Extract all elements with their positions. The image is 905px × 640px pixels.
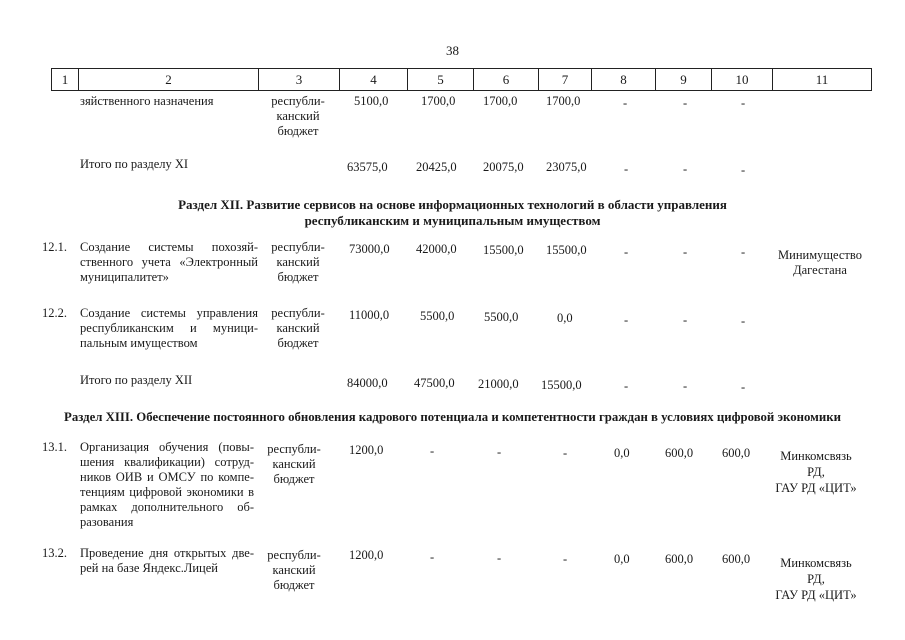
row-source: республи- канский бюджет bbox=[267, 442, 321, 486]
cell-c4: 1200,0 bbox=[349, 443, 384, 457]
cell-c6: 20075,0 bbox=[483, 160, 524, 174]
cell-c8: - bbox=[624, 313, 629, 327]
cell-c8: - bbox=[624, 245, 629, 259]
cell-c9: 600,0 bbox=[665, 446, 694, 460]
header-col-11: 11 bbox=[815, 72, 829, 87]
row-desc: зяйственного назначения bbox=[80, 94, 214, 108]
cell-c10: - bbox=[741, 96, 746, 110]
section-title: Раздел XII. Развитие сервисов на основе информационных технологий в области управления bbox=[178, 197, 727, 212]
row-executor: Минкомсвязь РД, ГАУ РД «ЦИТ» bbox=[775, 556, 857, 602]
row-number: 12.2. bbox=[42, 306, 67, 320]
table-header-row bbox=[51, 68, 872, 91]
page-number: 38 bbox=[446, 43, 459, 58]
cell-c5: 20425,0 bbox=[416, 160, 457, 174]
row-source: республи- канский бюджет bbox=[267, 548, 321, 592]
cell-c5: 47500,0 bbox=[414, 376, 455, 390]
cell-c10: - bbox=[741, 380, 746, 394]
row-number: 13.1. bbox=[42, 440, 67, 454]
row-number: 13.2. bbox=[42, 546, 67, 560]
cell-c8: - bbox=[624, 379, 629, 393]
cell-c6: 5500,0 bbox=[484, 310, 519, 324]
header-col-1: 1 bbox=[52, 69, 79, 90]
cell-c7: 23075,0 bbox=[546, 160, 587, 174]
header-col-4: 4 bbox=[340, 69, 408, 90]
cell-c9: - bbox=[683, 162, 688, 176]
cell-c4: 5100,0 bbox=[354, 94, 389, 108]
row-desc: Создание системы похозяй-ственного учета «Электронный муниципалитет» bbox=[80, 240, 258, 284]
section-title: Раздел XIII. Обеспечение постоянного обновления кадрового потенциала и компетентности граждан в условиях цифровой экономики bbox=[64, 410, 841, 424]
header-col-2: 2 bbox=[79, 69, 259, 90]
cell-c6: 21000,0 bbox=[478, 377, 519, 391]
header-col-5: 5 bbox=[408, 69, 474, 90]
cell-c4: 73000,0 bbox=[349, 242, 390, 256]
cell-c4: 63575,0 bbox=[347, 160, 388, 174]
cell-c7: 1700,0 bbox=[546, 94, 581, 108]
cell-c9: - bbox=[683, 313, 688, 327]
cell-c10: - bbox=[741, 245, 746, 259]
cell-c7: - bbox=[563, 552, 568, 566]
header-col-9: 9 bbox=[656, 69, 712, 90]
cell-c4: 84000,0 bbox=[347, 376, 388, 390]
cell-c9: - bbox=[683, 245, 688, 259]
row-number: 12.1. bbox=[42, 240, 67, 254]
total-label: Итого по разделу XII bbox=[80, 373, 193, 387]
cell-c6: 15500,0 bbox=[483, 243, 524, 257]
cell-c6: - bbox=[497, 551, 502, 565]
header-col-10: 10 bbox=[712, 69, 773, 90]
row-executor: Минкомсвязь РД, ГАУ РД «ЦИТ» bbox=[775, 449, 857, 495]
cell-c10: 600,0 bbox=[722, 552, 751, 566]
cell-c10: 600,0 bbox=[722, 446, 751, 460]
row-source: республи- канский бюджет bbox=[271, 240, 325, 284]
row-desc: Создание системы управления республиканским и муници-пальным имуществом bbox=[80, 306, 258, 350]
cell-c4: 1200,0 bbox=[349, 548, 384, 562]
section-title: республиканским и муниципальным имуществом bbox=[304, 213, 601, 228]
header-col-6: 6 bbox=[474, 69, 539, 90]
row-desc: Проведение дня открытых две-рей на базе Яндекс.Лицей bbox=[80, 546, 254, 575]
cell-c6: - bbox=[497, 445, 502, 459]
cell-c9: - bbox=[683, 379, 688, 393]
cell-c10: - bbox=[741, 163, 746, 177]
cell-c5: 42000,0 bbox=[416, 242, 457, 256]
header-col-3: 3 bbox=[259, 69, 340, 90]
cell-c7: 15500,0 bbox=[546, 243, 587, 257]
cell-c7: 0,0 bbox=[557, 311, 573, 325]
row-source: республи- канский бюджет bbox=[271, 94, 325, 138]
cell-c8: 0,0 bbox=[614, 446, 630, 460]
cell-c9: - bbox=[683, 96, 688, 110]
total-label: Итого по разделу XI bbox=[80, 157, 189, 171]
cell-c10: - bbox=[741, 314, 746, 328]
cell-c8: - bbox=[624, 162, 629, 176]
cell-c4: 11000,0 bbox=[349, 308, 390, 322]
cell-c7: - bbox=[563, 446, 568, 460]
cell-c8: 0,0 bbox=[614, 552, 630, 566]
cell-c5: - bbox=[430, 550, 435, 564]
header-col-8: 8 bbox=[592, 69, 656, 90]
cell-c5: 1700,0 bbox=[421, 94, 456, 108]
row-desc: Организация обучения (повы-шения квалификации) сотруд-ников ОИВ и ОМСУ по компе-тенциям цифровой экономики в рамках дополнительного об-разования bbox=[80, 440, 254, 529]
cell-c9: 600,0 bbox=[665, 552, 694, 566]
cell-c6: 1700,0 bbox=[483, 94, 518, 108]
header-col-7: 7 bbox=[539, 69, 592, 90]
cell-c7: 15500,0 bbox=[541, 378, 582, 392]
row-source: республи- канский бюджет bbox=[271, 306, 325, 350]
cell-c8: - bbox=[623, 96, 628, 110]
row-executor: Минимущество Дагестана bbox=[778, 248, 862, 277]
cell-c5: - bbox=[430, 444, 435, 458]
cell-c5: 5500,0 bbox=[420, 309, 455, 323]
